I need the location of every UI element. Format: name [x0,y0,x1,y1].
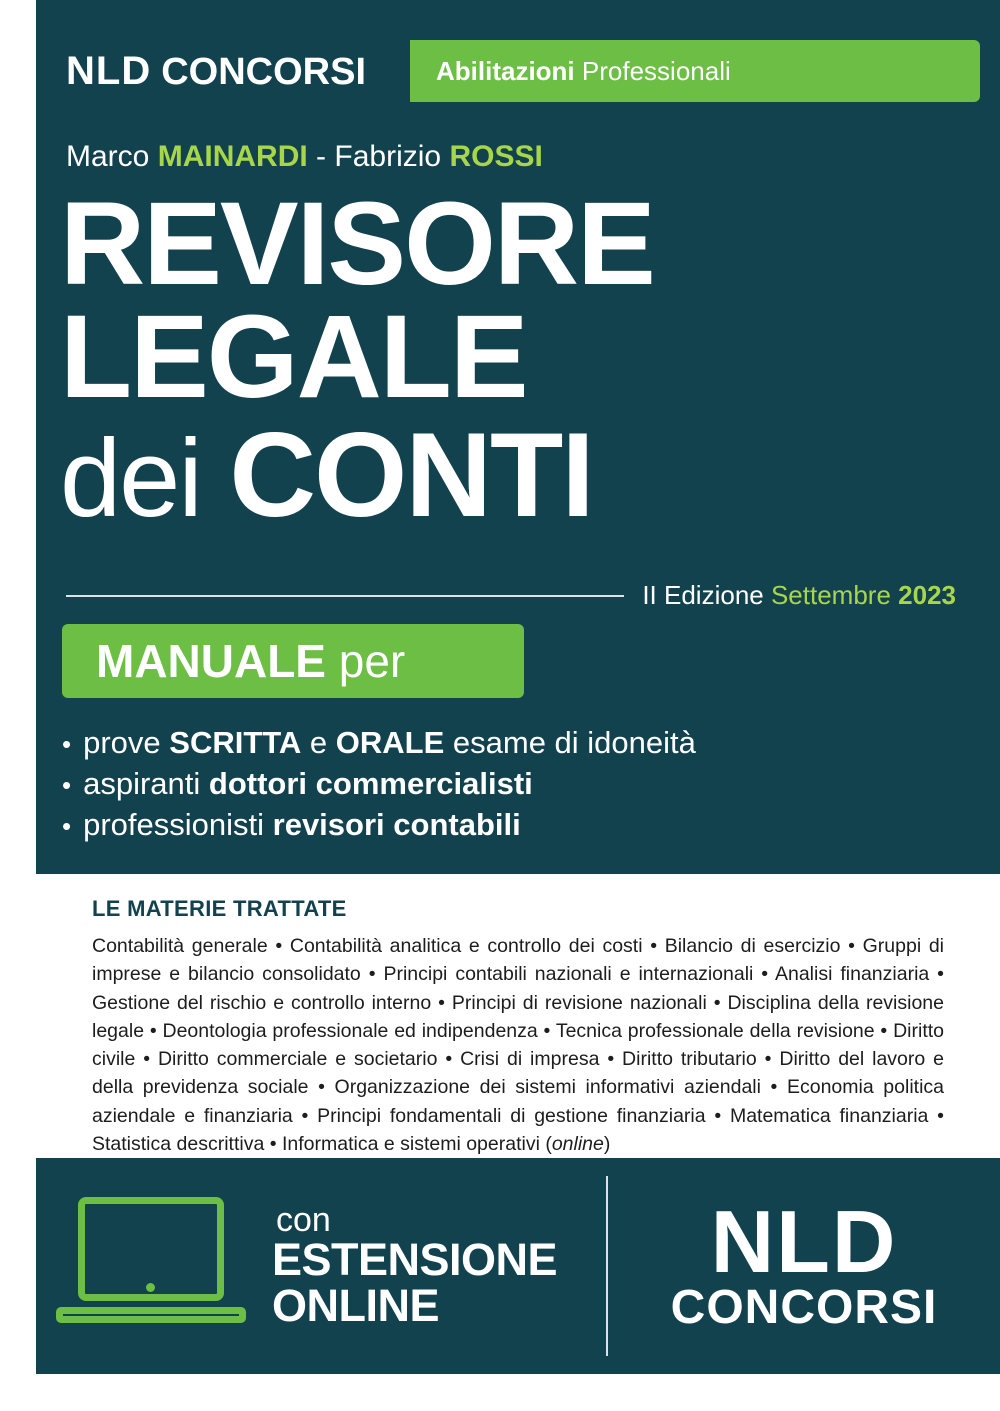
bottom-margin-strip [36,1374,1000,1411]
footer-divider [606,1176,608,1356]
target-audience-list [62,722,962,846]
bullet-1-mid: e [301,725,336,760]
subjects-body-main: Contabilità generale • Contabilità analitica e controllo dei costi • Bilancio di esercizio • Gruppi di imprese e bilancio consolidato • Principi contabili nazionali e internazionali • Analisi finanziaria • Gestione del rischio e controllo interno • Principi di revisione nazionali • Disciplina della revisione legale • Deontologia professionale ed indipendenza • Tecnica professionale della revisione • Diritto civile • Diritto commerciale e societario • Crisi di impresa • Diritto tributario • Diritto del lavoro e della previdenza sociale • Organizzazione dei sistemi informativi aziendali • Economia politica aziendale e finanziaria • Principi fondamentali di gestione finanziaria • Matematica finanziaria • Statistica descrittiva • Informatica e sistemi operativi ( [92,935,944,1155]
authors-line [66,140,543,174]
bullet-1-bold2: ORALE [335,725,445,760]
bullet-3-pre: professionisti [83,807,273,843]
laptop-icon [56,1191,246,1341]
author-2-first: Fabrizio [334,140,442,173]
list-item [62,722,962,763]
title-line-1: REVISORE [60,178,654,310]
logo-concorsi-text: CONCORSI [161,51,367,93]
bullet-1-pre: prove [83,725,170,760]
list-item [62,763,962,804]
edition-divider [66,595,624,597]
title-line-2: LEGALE [60,291,527,424]
manuale-badge [62,624,524,698]
publisher-logo [36,40,410,102]
bullet-1-post: esame di idoneità [444,725,696,760]
subjects-body [92,932,944,1158]
subjects-panel [36,874,1000,1158]
header-bar [36,40,980,102]
title-line-3 [60,407,980,542]
bullet-3-bold1: revisori contabili [272,807,521,843]
left-margin-strip [0,0,36,1411]
author-1-last: MAINARDI [157,140,308,173]
bullet-dot-icon: • [62,729,72,759]
footer-logo-nld: NLD [710,1192,898,1292]
online-line-1: ESTENSIONE [272,1234,558,1286]
bullet-dot-icon: • [62,811,72,842]
bullet-dot-icon: • [62,770,72,801]
footer-publisher-logo [608,1158,1000,1374]
list-item [62,804,962,845]
edition-month: Settembre [770,580,891,610]
subjects-body-end: ) [603,1132,611,1155]
online-line-2: ONLINE [272,1280,440,1332]
category-badge-regular: Professionali [581,55,731,86]
subjects-body-italic: online [551,1132,604,1155]
category-badge [410,40,980,102]
footer-band [36,1158,1000,1374]
bullet-2-pre: aspiranti [83,766,209,802]
logo-nld-text: NLD [66,49,152,93]
edition-row [66,580,956,611]
manuale-bold: MANUALE [96,635,326,687]
author-2-last: ROSSI [449,140,543,173]
online-con-label: con [276,1200,331,1239]
author-1-first: Marco [66,140,150,173]
footer-logo-concorsi: CONCORSI [670,1280,938,1334]
online-extension-block [36,1158,606,1374]
category-badge-bold: Abilitazioni [436,55,575,86]
authors-separator: - [316,140,327,173]
title-line-3-thin: dei [60,416,201,540]
manuale-regular: per [338,635,406,687]
bullet-1-bold1: SCRITTA [169,725,302,760]
edition-label: II Edizione [642,580,764,610]
subjects-heading: LE MATERIE TRATTATE [92,896,347,921]
title-line-3-thick: CONTI [229,407,593,542]
edition-year: 2023 [898,580,956,610]
bullet-2-bold1: dottori commercialisti [208,766,533,802]
book-title [60,178,980,542]
